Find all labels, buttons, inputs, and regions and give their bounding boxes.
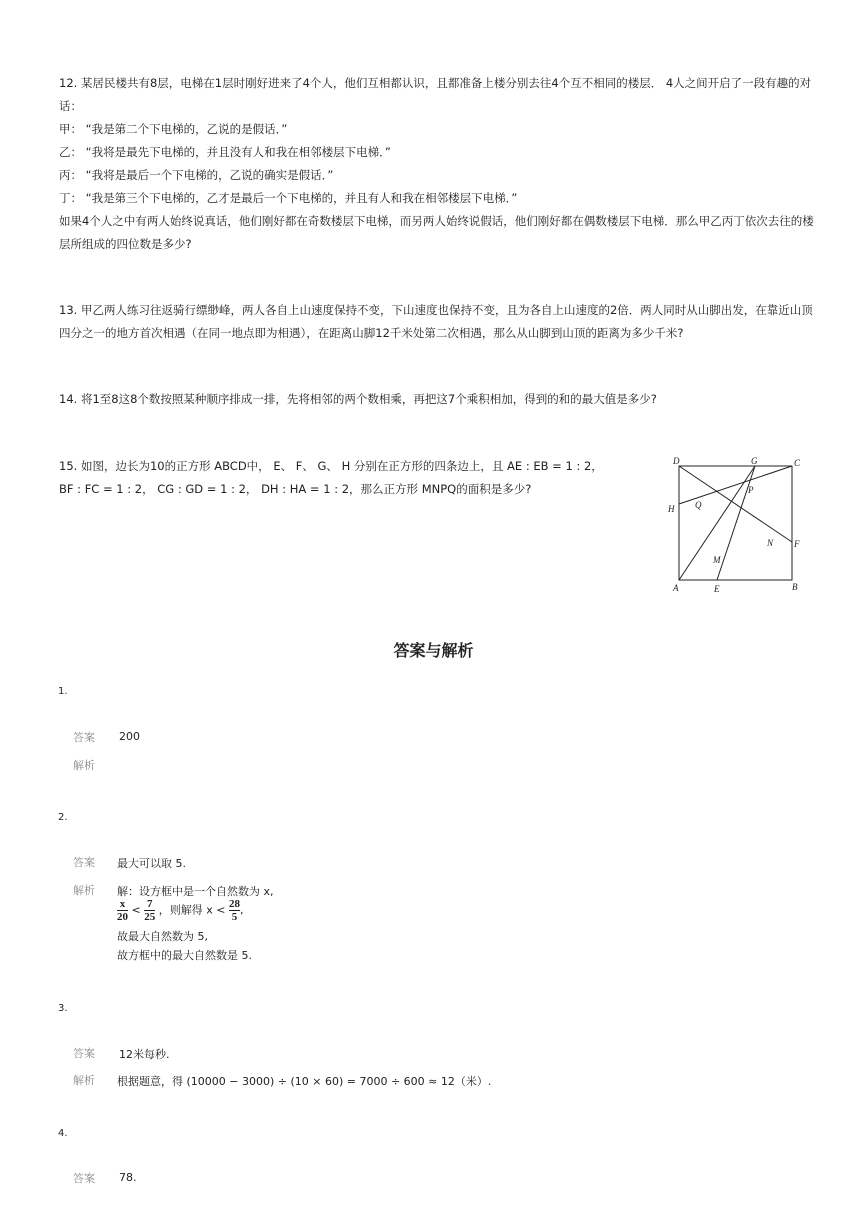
solution-1-number: 1. <box>58 686 68 697</box>
label-h: H <box>668 504 675 514</box>
label-b: B <box>792 582 798 592</box>
q13-line-1: 13. 甲乙两人练习往返骑行缥缈峰，两人各自上山速度保持不变，下山速度也保持不变，且为各自上山速度的2倍．两人同时从山脚出发，在靠近山顶 <box>59 303 813 317</box>
label-a: A <box>673 583 679 593</box>
solution-3-number: 3. <box>58 1003 68 1014</box>
solution-3-answer-label: 答案 <box>73 1047 95 1060</box>
less-than-sign: < <box>131 903 141 917</box>
solution-1-analysis-label: 解析 <box>73 759 95 772</box>
square-figure <box>660 452 820 597</box>
solution-1-answer: 200 <box>119 730 140 743</box>
solution-4-answer: 78. <box>119 1171 137 1184</box>
solution-2-analysis-line-1: 解：设方框中是一个自然数为 x, <box>117 885 274 898</box>
label-f: F <box>794 539 800 549</box>
analysis-mid-text: ，则解得 x < <box>158 903 226 917</box>
solution-2-answer-label: 答案 <box>73 856 95 869</box>
label-c: C <box>794 458 801 468</box>
label-e: E <box>714 584 720 594</box>
q13-line-2: 四分之一的地方首次相遇（在同一地点即为相遇），在距离山脚12千米处第二次相遇，那么从山脚到山顶的距离为多少千米? <box>59 326 684 340</box>
solution-2-analysis-line-2: $\frac{x}{20}$ < $\frac{7}{25}$ ，则解得 x < $\frac{28}{5}$ , <box>117 898 244 923</box>
q15-line-2: BF : FC = 1 : 2， CG : GD = 1 : 2， DH : HA = 1 : 2，那么正方形 MNPQ的面积是多少? <box>59 482 532 496</box>
solution-1-answer-label: 答案 <box>73 731 95 744</box>
label-m: M <box>713 555 721 565</box>
solution-4-answer-label: 答案 <box>73 1172 95 1185</box>
fraction-x-over-20: $\frac{x}{20}$ <box>117 898 128 923</box>
fraction-7-over-25: $\frac{7}{25}$ <box>144 898 156 923</box>
label-n: N <box>767 538 774 548</box>
q12-bing: 丙： “我将是最后一个下电梯的，乙说的确实是假话．” <box>59 168 334 182</box>
fraction-28-over-5: $\frac{28}{5}$ <box>228 898 240 923</box>
label-q: Q <box>695 500 702 510</box>
solution-2-number: 2. <box>58 812 68 823</box>
q12-line-1: 12. 某居民楼共有8层，电梯在1层时刚好进来了4个人，他们互相都认识，且都准备上楼分别去往4个互不相同的楼层． 4人之间开启了一段有趣的对 <box>59 76 812 90</box>
solution-2-analysis-label: 解析 <box>73 884 95 897</box>
solutions-title: 答案与解析 <box>393 641 474 660</box>
q12-line-2: 话： <box>59 99 82 113</box>
solution-3-analysis-label: 解析 <box>73 1074 95 1087</box>
solution-3-answer: 12米每秒. <box>119 1048 170 1061</box>
q12-yi: 乙： “我将是最先下电梯的，并且没有人和我在相邻楼层下电梯．” <box>59 145 391 159</box>
line-c-h <box>679 466 792 504</box>
q14-line-1: 14. 将1至8这8个数按照某种顺序排成一排，先将相邻的两个数相乘，再把这7个乘积相加，得到的和的最大值是多少? <box>59 392 657 406</box>
label-d: D <box>673 456 680 466</box>
q12-ding: 丁： “我是第三个下电梯的，乙才是最后一个下电梯的，并且有人和我在相邻楼层下电梯．” <box>59 191 518 205</box>
solution-2-analysis-line-4: 故方框中的最大自然数是 5. <box>117 949 252 962</box>
solution-3-analysis: 根据题意，得 (10000 − 3000) ÷ (10 × 60) = 7000 ÷ 600 ≈ 12（米）. <box>117 1075 492 1088</box>
q12-line-8: 层所组成的四位数是多少? <box>59 237 192 251</box>
label-p: P <box>748 485 754 495</box>
label-g: G <box>751 456 758 466</box>
q15-line-1: 15. 如图，边长为10的正方形 ABCD中， E、 F、 G、 H 分别在正方形的四条边上，且 AE : EB = 1 : 2， <box>59 459 603 473</box>
solution-4-number: 4. <box>58 1128 68 1139</box>
solution-2-analysis-line-3: 故最大自然数为 5, <box>117 930 208 943</box>
q12-line-7: 如果4个人之中有两人始终说真话，他们刚好都在奇数楼层下电梯，而另两人始终说假话，他们刚好都在偶数楼层下电梯．那么甲乙丙丁依次去往的楼 <box>59 214 814 228</box>
q12-jia: 甲： “我是第二个下电梯的，乙说的是假话．” <box>59 122 288 136</box>
solution-2-answer: 最大可以取 5. <box>117 857 186 870</box>
